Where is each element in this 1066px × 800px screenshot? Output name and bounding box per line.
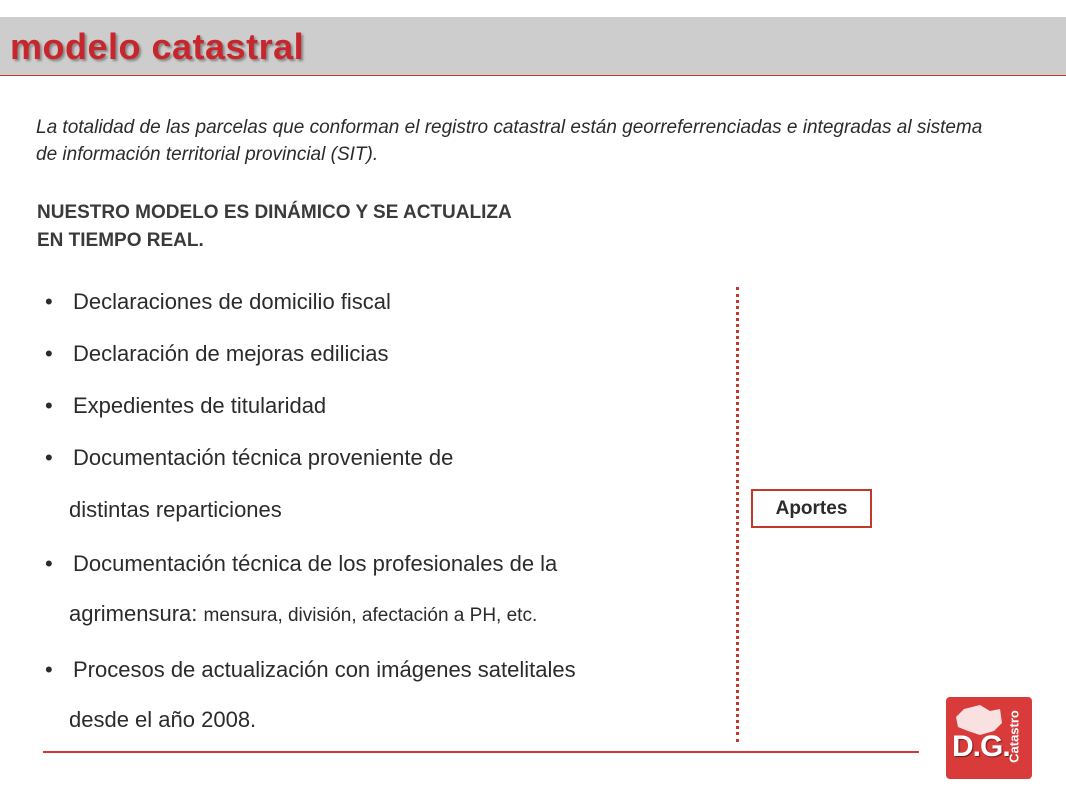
- list-item-text: Documentación técnica de los profesionales de la: [73, 551, 558, 576]
- bullet-icon: •: [45, 445, 53, 470]
- continuation-lead: agrimensura:: [69, 601, 204, 626]
- list-item-text: Expedientes de titularidad: [73, 393, 327, 418]
- list-item: [45, 287, 391, 317]
- list-item-continuation: desde el año 2008.: [69, 707, 257, 732]
- list-item-continuation: [69, 599, 537, 631]
- list-item: [45, 339, 388, 369]
- bullet-icon: •: [45, 289, 53, 314]
- list-item-text: Declaración de mejoras edilicias: [73, 341, 389, 366]
- bullet-icon: •: [45, 393, 53, 418]
- list-item-continuation: distintas reparticiones: [69, 497, 282, 522]
- logo-word: Catastro: [1006, 710, 1022, 763]
- continuation-detail: mensura, división, afectación a PH, etc.: [203, 605, 538, 626]
- subheading-line-2: EN TIEMPO REAL.: [37, 230, 204, 251]
- logo-word-wrap: [1002, 701, 1026, 775]
- dotted-divider: [736, 287, 739, 742]
- list-item: [45, 549, 557, 579]
- aportes-label-box: Aportes: [751, 489, 872, 528]
- title-bar: [0, 17, 1066, 76]
- bottom-rule: [43, 751, 919, 753]
- bullet-icon: •: [45, 551, 53, 576]
- logo-initials: D.G.: [952, 730, 1010, 763]
- list-item: [45, 391, 326, 421]
- subheading-line-1: NUESTRO MODELO ES DINÁMICO Y SE ACTUALIZA: [37, 202, 512, 223]
- list-item: [45, 655, 576, 685]
- section-subheading: [37, 199, 737, 255]
- dg-catastro-logo: [946, 697, 1032, 779]
- list-item-text: Declaraciones de domicilio fiscal: [73, 289, 391, 314]
- intro-paragraph: La totalidad de las parcelas que conforman el registro catastral están georreferrenciadas e integradas al sistema de información territorial provincial (SIT).: [36, 117, 983, 165]
- list-item-text: Procesos de actualización con imágenes satelitales: [73, 657, 576, 682]
- list-item: [45, 443, 453, 473]
- page-title: modelo catastral: [10, 26, 305, 67]
- bullet-icon: •: [45, 657, 53, 682]
- list-item-text: Documentación técnica proveniente de: [73, 445, 454, 470]
- bullet-icon: •: [45, 341, 53, 366]
